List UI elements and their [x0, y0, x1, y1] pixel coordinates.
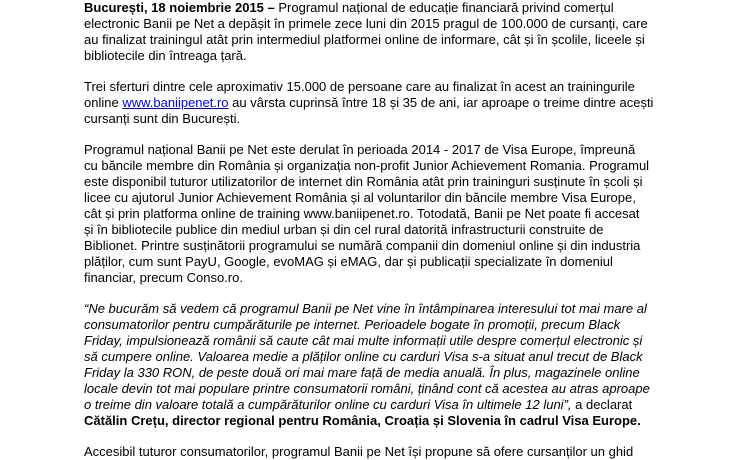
quote-line: Friday, impulsionează românii să caute cât mai multe informații utile despre comerțul electronic și	[84, 333, 643, 348]
quote-line: Friday la 330 RON, de peste două ori mai mare față de media anuală. În plus, magazinele online	[84, 365, 640, 380]
para1-line2: electronic Banii pe Net a depășit în primele zece luni din 2015 pragul de 100.000 de cursanți, care	[84, 16, 648, 31]
quote-line: “Ne bucurăm să vedem că programul Banii pe Net vine în întâmpinarea interesului tot mai mare al	[84, 301, 647, 316]
para3-line: este disponibil tuturor utilizatorilor de internet din România atât prin traininguri susținute în școli și	[84, 174, 643, 189]
attribution-pre: a declarat	[571, 397, 633, 412]
para3-line: licee cu ajutorul Junior Achievement România și al voluntarilor din băncile membre Visa Europe,	[84, 190, 636, 205]
para1-line1-text: Programul național de educație financiară privind comerțul	[274, 0, 614, 15]
para2-line2-pre: online	[84, 95, 123, 110]
para1-line1	[84, 0, 614, 16]
para3-line: cu băncile membre din România și organizația non-profit Junior Achievement Romania. Programul	[84, 158, 650, 173]
quote-line: locale devin tot mai populare printre consumatorii români, ținând cont că acestea au atras aproape	[84, 381, 650, 396]
para3-line: și în bibliotecile publice din mediul urban și din cel rural datorită infrastructurii construite de	[84, 222, 604, 237]
para1-line3: au finalizat trainingul atât prin intermediul platformei online de informare, cât și în școlile, liceele și	[84, 32, 645, 47]
quote-line: să cumpere online. Valoarea medie a plăților online cu carduri Visa s-a situat anul trecut de Black	[84, 349, 643, 364]
quote-line-last: o treime din valoare totală a cumpărăturilor online cu carduri Visa în ultimele 12 luni”,	[84, 397, 572, 412]
quote-line: consumatorilor pentru cumpărăturile pe internet. Perioadele bogate în promoții, precum Black	[84, 317, 621, 332]
para2-line1: Trei sferturi dintre cele aproximativ 15.000 de persoane care au finalizat în acest an trainingurile	[84, 79, 635, 94]
para3-line: financiar, precum Conso.ro.	[84, 270, 243, 285]
para3-line: cât și prin platforma online de training www.baniipenet.ro. Totodată, Banii pe Net poate fi accesat	[84, 206, 640, 221]
quote-last-line	[84, 397, 632, 413]
quote-attribution: Cătălin Crețu, director regional pentru România, Croația și Slovenia în cadrul Visa Europe.	[84, 413, 641, 428]
website-link[interactable]: www.baniipenet.ro	[122, 95, 229, 110]
para2-line2	[84, 95, 653, 111]
para3-line: Biblionet. Printre susținătorii programului se numără companii din domeniul online și din industria	[84, 238, 641, 253]
para1-line4: bibliotecile din întreaga țară.	[84, 48, 247, 63]
para3-line: Programul național Banii pe Net este derulat în perioada 2014 - 2017 de Visa Europe, împreună	[84, 142, 636, 157]
para2-line2-post: au vârsta cuprinsă între 18 și 35 de ani, iar aproape o treime dintre acești	[228, 95, 654, 110]
para2-line3: cursanți sunt din București.	[84, 111, 241, 126]
para3-line: plăților, cum sunt PayU, Google, evoMAG și eMAG, dar și publicații specializate în domeniul	[84, 254, 613, 269]
dateline: București, 18 noiembrie 2015 –	[84, 0, 275, 15]
para4-line1: Accesibil tuturor consumatorilor, programul Banii pe Net își propune să ofere cursanților un ghid	[84, 444, 634, 459]
